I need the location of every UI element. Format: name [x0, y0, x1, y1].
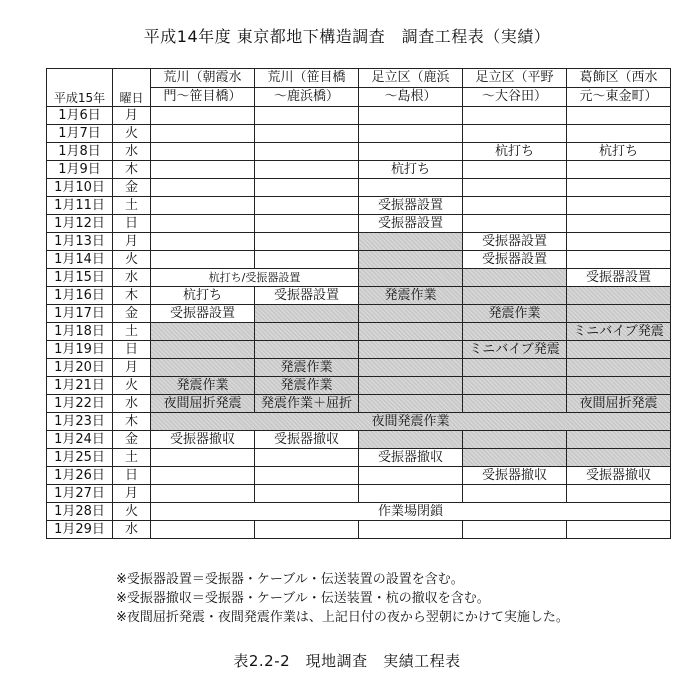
- empty-cell: [463, 431, 567, 449]
- empty-cell: [151, 323, 255, 341]
- weekday-cell: 水: [113, 269, 151, 287]
- empty-cell: [151, 179, 255, 197]
- empty-cell: [567, 197, 671, 215]
- weekday-cell: 金: [113, 305, 151, 323]
- empty-cell: [567, 287, 671, 305]
- empty-cell: [463, 287, 567, 305]
- schedule-table: [46, 68, 671, 539]
- empty-cell: [151, 233, 255, 251]
- empty-cell: [359, 125, 463, 143]
- weekday-header: 曜日: [113, 69, 151, 107]
- weekday-cell: 土: [113, 323, 151, 341]
- table-row: [47, 179, 671, 197]
- table-row: [47, 125, 671, 143]
- empty-cell: [255, 323, 359, 341]
- date-cell: 1月27日: [47, 485, 113, 503]
- empty-cell: [567, 449, 671, 467]
- empty-cell: [463, 269, 567, 287]
- date-cell: 1月15日: [47, 269, 113, 287]
- empty-cell: [359, 143, 463, 161]
- activity-cell: 作業場閉鎖: [151, 503, 671, 521]
- empty-cell: [359, 395, 463, 413]
- weekday-cell: 木: [113, 413, 151, 431]
- activity-cell: 受振器設置: [151, 305, 255, 323]
- empty-cell: [255, 521, 359, 539]
- empty-cell: [463, 161, 567, 179]
- empty-cell: [463, 485, 567, 503]
- activity-cell: 受振器撤収: [567, 467, 671, 485]
- empty-cell: [567, 215, 671, 233]
- empty-cell: [567, 377, 671, 395]
- empty-cell: [567, 431, 671, 449]
- header-row: [47, 69, 671, 88]
- activity-cell: ミニバイブ発震: [463, 341, 567, 359]
- note-line: ※受振器撤収＝受振器・ケーブル・伝送装置・杭の撤収を含む。: [116, 591, 490, 606]
- empty-cell: [255, 161, 359, 179]
- empty-cell: [255, 485, 359, 503]
- activity-cell: 杭打ち: [151, 287, 255, 305]
- note-line: ※夜間屈折発震・夜間発震作業は、上記日付の夜から翌朝にかけて実施した。: [116, 610, 569, 625]
- weekday-cell: 月: [113, 485, 151, 503]
- date-cell: 1月19日: [47, 341, 113, 359]
- table-row: [47, 233, 671, 251]
- weekday-cell: 金: [113, 431, 151, 449]
- date-cell: 1月26日: [47, 467, 113, 485]
- activity-cell: 発震作業: [255, 359, 359, 377]
- weekday-cell: 木: [113, 161, 151, 179]
- activity-cell: 夜間屈折発震: [567, 395, 671, 413]
- table-row: [47, 323, 671, 341]
- table-row: [47, 269, 671, 287]
- column-header: 足立区（平野: [463, 69, 567, 88]
- empty-cell: [255, 125, 359, 143]
- empty-cell: [255, 143, 359, 161]
- schedule-body: [47, 107, 671, 539]
- empty-cell: [359, 377, 463, 395]
- empty-cell: [567, 305, 671, 323]
- empty-cell: [255, 215, 359, 233]
- table-row: [47, 467, 671, 485]
- column-header-line2: ～島根）: [359, 88, 463, 107]
- empty-cell: [567, 179, 671, 197]
- table-row: [47, 197, 671, 215]
- table-row: [47, 449, 671, 467]
- table-row: [47, 359, 671, 377]
- empty-cell: [567, 521, 671, 539]
- date-cell: 1月14日: [47, 251, 113, 269]
- empty-cell: [151, 215, 255, 233]
- date-cell: 1月22日: [47, 395, 113, 413]
- table-row: [47, 521, 671, 539]
- empty-cell: [359, 521, 463, 539]
- activity-cell: 発震作業: [151, 377, 255, 395]
- table-row: [47, 485, 671, 503]
- column-header-line2: ～大谷田）: [463, 88, 567, 107]
- empty-cell: [255, 341, 359, 359]
- table-row: [47, 161, 671, 179]
- empty-cell: [567, 107, 671, 125]
- empty-cell: [359, 323, 463, 341]
- weekday-cell: 日: [113, 467, 151, 485]
- empty-cell: [463, 215, 567, 233]
- date-cell: 1月16日: [47, 287, 113, 305]
- empty-cell: [151, 125, 255, 143]
- empty-cell: [567, 485, 671, 503]
- activity-cell: 受振器設置: [463, 233, 567, 251]
- weekday-cell: 日: [113, 215, 151, 233]
- empty-cell: [359, 467, 463, 485]
- weekday-cell: 水: [113, 143, 151, 161]
- table-row: [47, 251, 671, 269]
- empty-cell: [255, 449, 359, 467]
- empty-cell: [359, 179, 463, 197]
- activity-cell: 受振器撤収: [255, 431, 359, 449]
- empty-cell: [255, 197, 359, 215]
- date-cell: 1月24日: [47, 431, 113, 449]
- column-header: 荒川（笹目橋: [255, 69, 359, 88]
- activity-cell: 受振器撤収: [359, 449, 463, 467]
- empty-cell: [359, 485, 463, 503]
- empty-cell: [359, 251, 463, 269]
- empty-cell: [151, 521, 255, 539]
- empty-cell: [255, 179, 359, 197]
- weekday-cell: 土: [113, 449, 151, 467]
- empty-cell: [359, 305, 463, 323]
- date-cell: 1月7日: [47, 125, 113, 143]
- empty-cell: [567, 233, 671, 251]
- weekday-cell: 金: [113, 179, 151, 197]
- empty-cell: [463, 521, 567, 539]
- date-cell: 1月11日: [47, 197, 113, 215]
- date-cell: 1月21日: [47, 377, 113, 395]
- activity-cell: 夜間屈折発震: [151, 395, 255, 413]
- empty-cell: [463, 449, 567, 467]
- note-line: ※受振器設置＝受振器・ケーブル・伝送装置の設置を含む。: [116, 572, 464, 587]
- column-header: 葛飾区（西水: [567, 69, 671, 88]
- date-cell: 1月8日: [47, 143, 113, 161]
- notes: [116, 570, 569, 627]
- empty-cell: [359, 269, 463, 287]
- empty-cell: [567, 359, 671, 377]
- weekday-cell: 月: [113, 359, 151, 377]
- date-cell: 1月20日: [47, 359, 113, 377]
- weekday-cell: 水: [113, 395, 151, 413]
- table-row: [47, 107, 671, 125]
- empty-cell: [567, 125, 671, 143]
- activity-cell: 受振器設置: [463, 251, 567, 269]
- empty-cell: [255, 251, 359, 269]
- empty-cell: [151, 197, 255, 215]
- table-caption: 表2.2-2 現地調査 実績工程表: [233, 652, 461, 670]
- empty-cell: [463, 125, 567, 143]
- activity-cell: 杭打ち/受振器設置: [151, 269, 359, 287]
- empty-cell: [359, 431, 463, 449]
- empty-cell: [151, 467, 255, 485]
- empty-cell: [151, 341, 255, 359]
- table-row: [47, 215, 671, 233]
- weekday-cell: 火: [113, 125, 151, 143]
- empty-cell: [255, 233, 359, 251]
- column-header: 足立区（鹿浜: [359, 69, 463, 88]
- table-row: [47, 503, 671, 521]
- activity-cell: 杭打ち: [463, 143, 567, 161]
- table-row: [47, 395, 671, 413]
- activity-cell: 杭打ち: [567, 143, 671, 161]
- weekday-cell: 月: [113, 233, 151, 251]
- empty-cell: [359, 359, 463, 377]
- empty-cell: [463, 107, 567, 125]
- column-header-line2: 門～笹目橋）: [151, 88, 255, 107]
- date-cell: 1月25日: [47, 449, 113, 467]
- empty-cell: [151, 143, 255, 161]
- weekday-cell: 火: [113, 377, 151, 395]
- column-header-line2: ～鹿浜橋）: [255, 88, 359, 107]
- activity-cell: 夜間発震作業: [151, 413, 671, 431]
- date-cell: 1月6日: [47, 107, 113, 125]
- empty-cell: [463, 395, 567, 413]
- weekday-cell: 土: [113, 197, 151, 215]
- table-row: [47, 377, 671, 395]
- activity-cell: 発震作業: [255, 377, 359, 395]
- table-row: [47, 431, 671, 449]
- activity-cell: 杭打ち: [359, 161, 463, 179]
- date-cell: 1月28日: [47, 503, 113, 521]
- empty-cell: [463, 377, 567, 395]
- activity-cell: 受振器設置: [255, 287, 359, 305]
- empty-cell: [359, 233, 463, 251]
- empty-cell: [463, 197, 567, 215]
- empty-cell: [151, 449, 255, 467]
- weekday-cell: 木: [113, 287, 151, 305]
- empty-cell: [151, 161, 255, 179]
- date-cell: 1月18日: [47, 323, 113, 341]
- empty-cell: [359, 341, 463, 359]
- date-cell: 1月10日: [47, 179, 113, 197]
- date-cell: 1月29日: [47, 521, 113, 539]
- activity-cell: 受振器撤収: [151, 431, 255, 449]
- year-header: 平成15年: [47, 69, 113, 107]
- activity-cell: 受振器設置: [359, 197, 463, 215]
- activity-cell: 発震作業＋屈折: [255, 395, 359, 413]
- weekday-cell: 日: [113, 341, 151, 359]
- empty-cell: [255, 467, 359, 485]
- activity-cell: 受振器設置: [359, 215, 463, 233]
- empty-cell: [151, 359, 255, 377]
- weekday-cell: 月: [113, 107, 151, 125]
- date-cell: 1月17日: [47, 305, 113, 323]
- table-row: [47, 341, 671, 359]
- empty-cell: [463, 359, 567, 377]
- table-row: [47, 143, 671, 161]
- table-row: [47, 287, 671, 305]
- empty-cell: [463, 323, 567, 341]
- date-cell: 1月13日: [47, 233, 113, 251]
- empty-cell: [567, 161, 671, 179]
- weekday-cell: 火: [113, 503, 151, 521]
- empty-cell: [359, 107, 463, 125]
- activity-cell: 発震作業: [463, 305, 567, 323]
- table-row: [47, 305, 671, 323]
- activity-cell: ミニバイブ発震: [567, 323, 671, 341]
- date-cell: 1月23日: [47, 413, 113, 431]
- empty-cell: [567, 251, 671, 269]
- activity-cell: 受振器設置: [567, 269, 671, 287]
- date-cell: 1月12日: [47, 215, 113, 233]
- empty-cell: [151, 485, 255, 503]
- document-title: 平成14年度 東京都地下構造調査 調査工程表（実績）: [143, 27, 551, 46]
- empty-cell: [255, 305, 359, 323]
- column-header-line2: 元～東金町）: [567, 88, 671, 107]
- activity-cell: 発震作業: [359, 287, 463, 305]
- empty-cell: [151, 107, 255, 125]
- empty-cell: [567, 341, 671, 359]
- activity-cell: 受振器撤収: [463, 467, 567, 485]
- table-row: [47, 413, 671, 431]
- weekday-cell: 水: [113, 521, 151, 539]
- empty-cell: [151, 251, 255, 269]
- weekday-cell: 火: [113, 251, 151, 269]
- column-header: 荒川（朝霞水: [151, 69, 255, 88]
- empty-cell: [255, 107, 359, 125]
- date-cell: 1月9日: [47, 161, 113, 179]
- empty-cell: [463, 179, 567, 197]
